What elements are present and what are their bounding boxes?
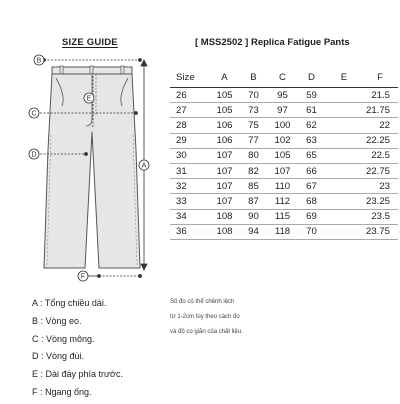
header-a: A [210, 68, 239, 88]
cell-e [326, 179, 362, 194]
table-row [170, 179, 398, 194]
cell-d: 69 [297, 209, 326, 224]
table-row [170, 224, 398, 239]
cell-c: 110 [268, 179, 297, 194]
product-title: [ MSS2502 ] Replica Fatigue Pants [195, 37, 350, 48]
size-guide-title: SIZE GUIDE [62, 37, 118, 48]
cell-e [326, 163, 362, 178]
table-row [170, 148, 398, 163]
legend-item-c: C : Vòng mông. [32, 333, 95, 344]
cell-d: 62 [297, 118, 326, 133]
cell-size: 34 [170, 209, 210, 224]
cell-f: 23.25 [362, 194, 398, 209]
cell-e [326, 103, 362, 118]
cell-c: 107 [268, 163, 297, 178]
cell-d: 70 [297, 224, 326, 239]
note-line: từ 1-2cm tùy theo cách đo [170, 314, 240, 320]
cell-e [326, 88, 362, 103]
label-e: E [86, 95, 92, 103]
cell-a: 105 [210, 88, 239, 103]
cell-a: 107 [210, 194, 239, 209]
cell-e [326, 209, 362, 224]
note-line: và độ co giãn của chất liệu. [170, 329, 243, 335]
label-b: B [36, 57, 42, 65]
cell-size: 33 [170, 194, 210, 209]
cell-d: 68 [297, 194, 326, 209]
cell-e [326, 118, 362, 133]
cell-a: 106 [210, 133, 239, 148]
cell-d: 66 [297, 163, 326, 178]
cell-b: 90 [239, 209, 268, 224]
cell-f: 22.25 [362, 133, 398, 148]
cell-f: 22.75 [362, 163, 398, 178]
table-row [170, 103, 398, 118]
header-size: Size [170, 68, 210, 88]
header-e: E [326, 68, 362, 88]
cell-b: 94 [239, 224, 268, 239]
label-c: C [31, 110, 37, 118]
cell-b: 73 [239, 103, 268, 118]
cell-c: 118 [268, 224, 297, 239]
cell-size: 26 [170, 88, 210, 103]
cell-f: 21.75 [362, 103, 398, 118]
cell-size: 28 [170, 118, 210, 133]
table-row [170, 194, 398, 209]
cell-a: 108 [210, 224, 239, 239]
size-table [170, 68, 398, 240]
cell-b: 75 [239, 118, 268, 133]
measurement-legend [32, 297, 123, 404]
cell-a: 107 [210, 179, 239, 194]
size-table-body [170, 88, 398, 240]
size-table-header [170, 68, 398, 88]
cell-a: 107 [210, 148, 239, 163]
cell-e [326, 224, 362, 239]
cell-b: 85 [239, 179, 268, 194]
legend-item-f: F : Ngang ống. [32, 386, 92, 397]
table-row [170, 88, 398, 103]
legend-item-b: B : Vòng eo. [32, 315, 82, 326]
cell-f: 21.5 [362, 88, 398, 103]
note-line: Số đo có thể chênh lệch [170, 299, 235, 305]
label-f: F [80, 273, 86, 281]
cell-b: 70 [239, 88, 268, 103]
cell-c: 112 [268, 194, 297, 209]
label-a: A [141, 162, 147, 170]
cell-c: 100 [268, 118, 297, 133]
header-f: F [362, 68, 398, 88]
table-row [170, 209, 398, 224]
cell-c: 95 [268, 88, 297, 103]
cell-d: 67 [297, 179, 326, 194]
cell-f: 22.5 [362, 148, 398, 163]
label-d: D [31, 151, 37, 159]
cell-f: 23 [362, 179, 398, 194]
legend-item-d: D : Vòng đùi. [32, 351, 85, 362]
cell-a: 108 [210, 209, 239, 224]
legend-item-e: E : Dài đáy phía trước. [32, 369, 123, 380]
header-d: D [297, 68, 326, 88]
header-c: C [268, 68, 297, 88]
cell-f: 23.75 [362, 224, 398, 239]
cell-size: 31 [170, 163, 210, 178]
cell-c: 105 [268, 148, 297, 163]
table-row [170, 133, 398, 148]
cell-b: 77 [239, 133, 268, 148]
table-row [170, 163, 398, 178]
cell-c: 115 [268, 209, 297, 224]
legend-item-a: A : Tổng chiều dài. [32, 298, 107, 308]
table-row [170, 118, 398, 133]
cell-e [326, 133, 362, 148]
cell-a: 105 [210, 103, 239, 118]
cell-e [326, 194, 362, 209]
cell-f: 22 [362, 118, 398, 133]
cell-a: 106 [210, 118, 239, 133]
measurement-note [170, 299, 243, 344]
cell-c: 102 [268, 133, 297, 148]
cell-size: 29 [170, 133, 210, 148]
cell-d: 61 [297, 103, 326, 118]
cell-size: 30 [170, 148, 210, 163]
header-b: B [239, 68, 268, 88]
cell-d: 63 [297, 133, 326, 148]
cell-b: 87 [239, 194, 268, 209]
cell-d: 59 [297, 88, 326, 103]
cell-b: 80 [239, 148, 268, 163]
cell-c: 97 [268, 103, 297, 118]
cell-f: 23.5 [362, 209, 398, 224]
cell-size: 32 [170, 179, 210, 194]
cell-size: 36 [170, 224, 210, 239]
cell-size: 27 [170, 103, 210, 118]
cell-d: 65 [297, 148, 326, 163]
cell-a: 107 [210, 163, 239, 178]
cell-b: 82 [239, 163, 268, 178]
cell-e [326, 148, 362, 163]
